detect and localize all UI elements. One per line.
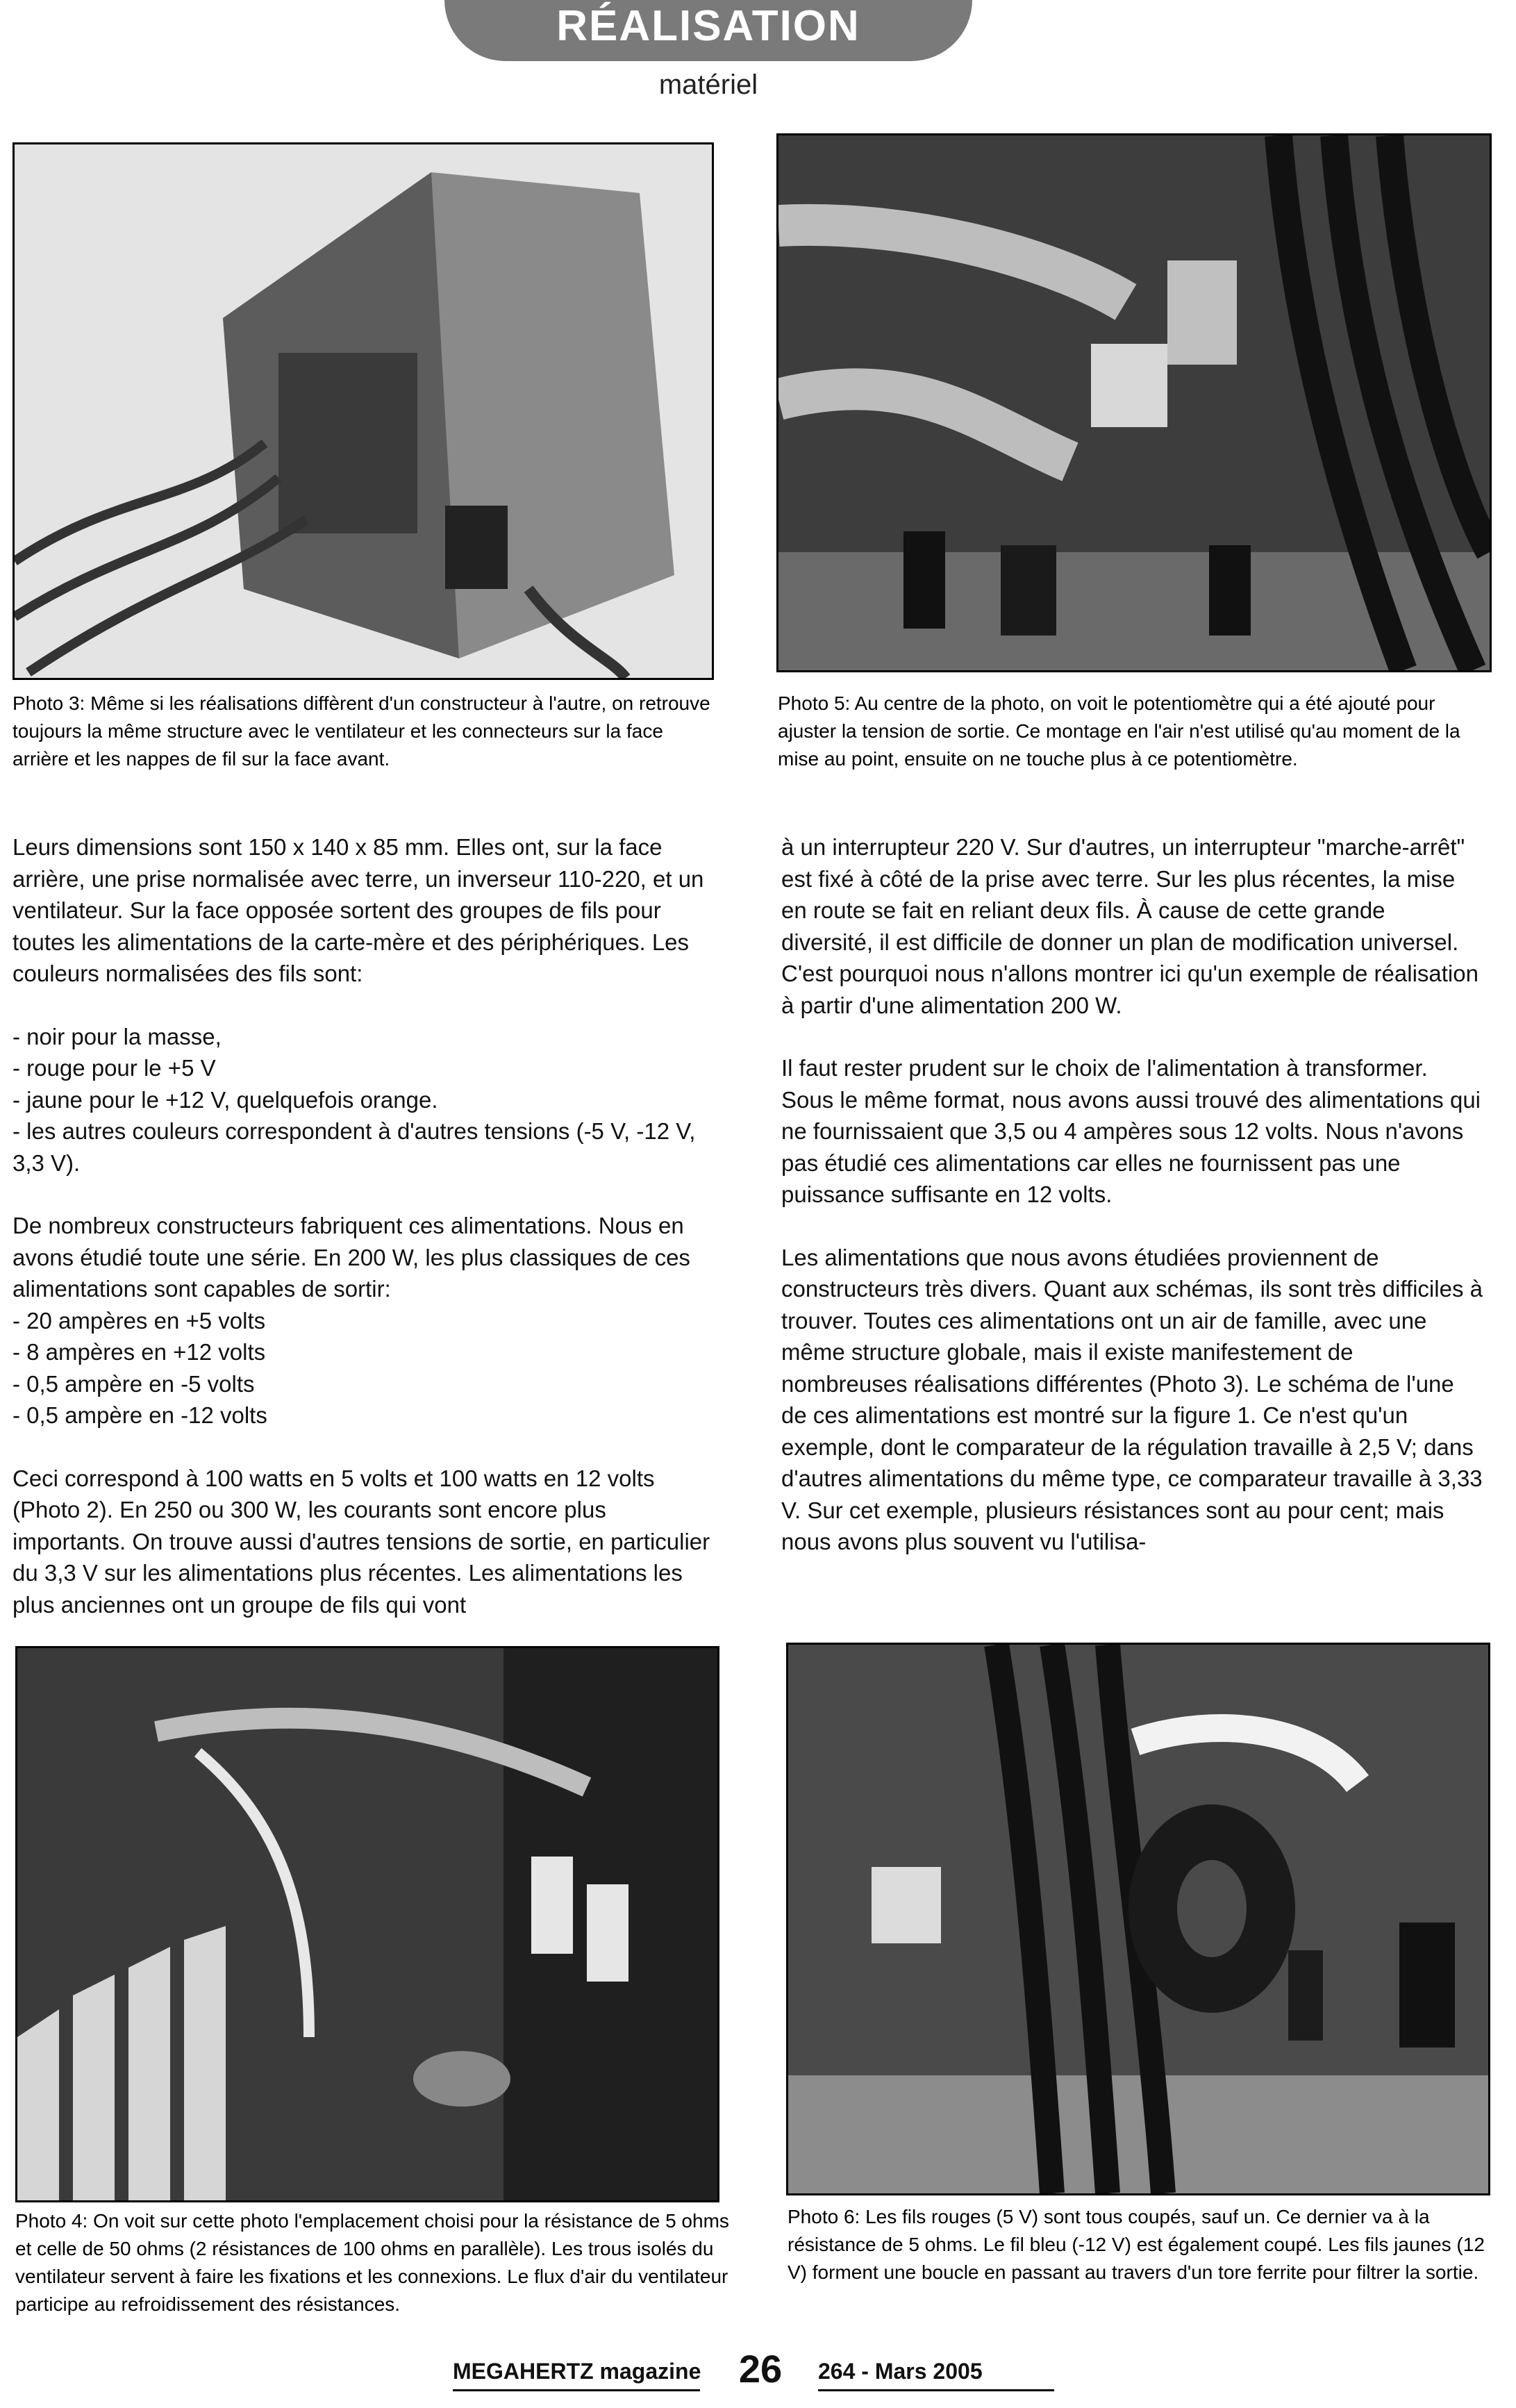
list-item: - 0,5 ampère en -5 volts bbox=[13, 1370, 255, 1397]
photo-6-image bbox=[786, 1643, 1490, 2195]
left-column-text bbox=[13, 831, 715, 1652]
list-item: - jaune pour le +12 V, quelquefois orange. bbox=[13, 1086, 438, 1113]
list-item: - noir pour la masse, bbox=[13, 1023, 222, 1049]
photo-5-image bbox=[776, 133, 1492, 672]
magazine-name: MEGAHERTZ magazine bbox=[453, 2359, 701, 2384]
list-item: - 8 ampères en +12 volts bbox=[13, 1339, 266, 1365]
switch-paragraph: à un interrupteur 220 V. Sur d'autres, un interrupteur "marche-arrêt" est fixé à côté de la prise avec terre. Sur les plus récentes, la mise en route se fait en reliant deux fils. À cause de cette grande diversité, il est difficile de donner un plan de modification universel. C'est pourquoi nous n'allons montrer ici qu'un exemple de réalisation à partir d'une alimentation 200 W. bbox=[781, 834, 1478, 1018]
photo-5-caption: Photo 5: Au centre de la photo, on voit le potentiomètre qui a été ajouté pour ajuster la tension de sortie. Ce montage en l'air n'est utilisé qu'au moment de la mise au point, ensuite on ne touche plus à ce potentiomètre. bbox=[778, 692, 1460, 770]
wire-color-list bbox=[13, 1021, 715, 1179]
right-column-text bbox=[781, 831, 1483, 1589]
footer-rule-right bbox=[818, 2389, 1054, 2391]
photo-4-caption: Photo 4: On voit sur cette photo l'emplacement choisi pour la résistance de 5 ohms et celle de 50 ohms (2 résistances de 100 ohms en parallèle). Les trous isolés du ventilateur servent à faire les fixations et les connexions. Le flux d'air du ventilateur participe au refroidissement des résistances. bbox=[15, 2210, 729, 2315]
list-item: - 20 ampères en +5 volts bbox=[13, 1307, 266, 1334]
page-number: 26 bbox=[738, 2347, 783, 2391]
power-paragraph: Ceci correspond à 100 watts en 5 volts et 100 watts en 12 volts (Photo 2). En 250 ou 300 W, les courants sont encore plus importants. On trouve aussi d'autres tensions de sortie, en particulier du 3,3 V sur les alimentations plus récentes. Les alimentations les plus anciennes ont un groupe de fils qui vont bbox=[13, 1465, 710, 1618]
list-item: - rouge pour le +5 V bbox=[13, 1055, 216, 1081]
subsection-title: matériel bbox=[658, 69, 758, 100]
photo-6-caption: Photo 6: Les fils rouges (5 V) sont tous coupés, sauf un. Ce dernier va à la résistance de 5 ohms. Le fil bleu (-12 V) est également coupé. Les fils jaunes (12 V) forment une boucle en passant au travers d'un tore ferrite pour filtrer la sortie. bbox=[788, 2206, 1485, 2283]
photo-3-caption: Photo 3: Même si les réalisations diffèrent d'un constructeur à l'autre, on retrouve toujours la même structure avec le ventilateur et les connecteurs sur la face arrière et les nappes de fil sur la face avant. bbox=[13, 692, 710, 770]
section-title: RÉALISATION bbox=[556, 2, 860, 50]
photo-3-image bbox=[13, 142, 714, 680]
schematic-paragraph: Les alimentations que nous avons étudiées proviennent de constructeurs très divers. Quant aux schémas, ils sont très difficiles à trouver. Toutes ces alimentations ont un air de famille, avec une même structure globale, mais il existe manifestement de nombreuses réalisations différentes (Photo 3). Le schéma de l'une de ces alimentations est montré sur la figure 1. Ce n'est qu'un exemple, dont le comparateur de la régulation travaille à 2,5 V; dans d'autres alimentations du même type, ce comparateur travaille à 3,33 V. Sur cet exemple, plusieurs résistances sont au pour cent; mais nous avons plus souvent vu l'utilisa- bbox=[781, 1244, 1483, 1554]
intro-paragraph: Leurs dimensions sont 150 x 140 x 85 mm. Elles ont, sur la face arrière, une prise normalisée avec terre, un inverseur 110-220, et un ventilateur. Sur la face opposée sortent des groupes de fils pour toutes les alimentations de la carte-mère et des périphériques. Les couleurs normalisées des fils sont: bbox=[13, 834, 704, 986]
list-item: - 0,5 ampère en -12 volts bbox=[13, 1402, 267, 1428]
manufacturers-paragraph: De nombreux constructeurs fabriquent ces alimentations. Nous en avons étudié toute une série. En 200 W, les plus classiques de ces alimentations sont capables de sortir: bbox=[13, 1213, 690, 1302]
caution-paragraph: Il faut rester prudent sur le choix de l'alimentation à transformer. Sous le même format, nous avons aussi trouvé des alimentations qui ne fournissaient que 3,5 ou 4 ampères sous 12 volts. Nous n'avons pas étudié ces alimentations car elles ne fournissent pas une puissance suffisante en 12 volts. bbox=[781, 1055, 1481, 1207]
list-item: - les autres couleurs correspondent à d'autres tensions (-5 V, -12 V, 3,3 V). bbox=[13, 1118, 696, 1176]
issue-date: 264 - Mars 2005 bbox=[818, 2359, 983, 2384]
photo-4-image bbox=[15, 1646, 719, 2202]
footer-rule-left bbox=[453, 2389, 700, 2391]
current-list bbox=[13, 1305, 715, 1431]
